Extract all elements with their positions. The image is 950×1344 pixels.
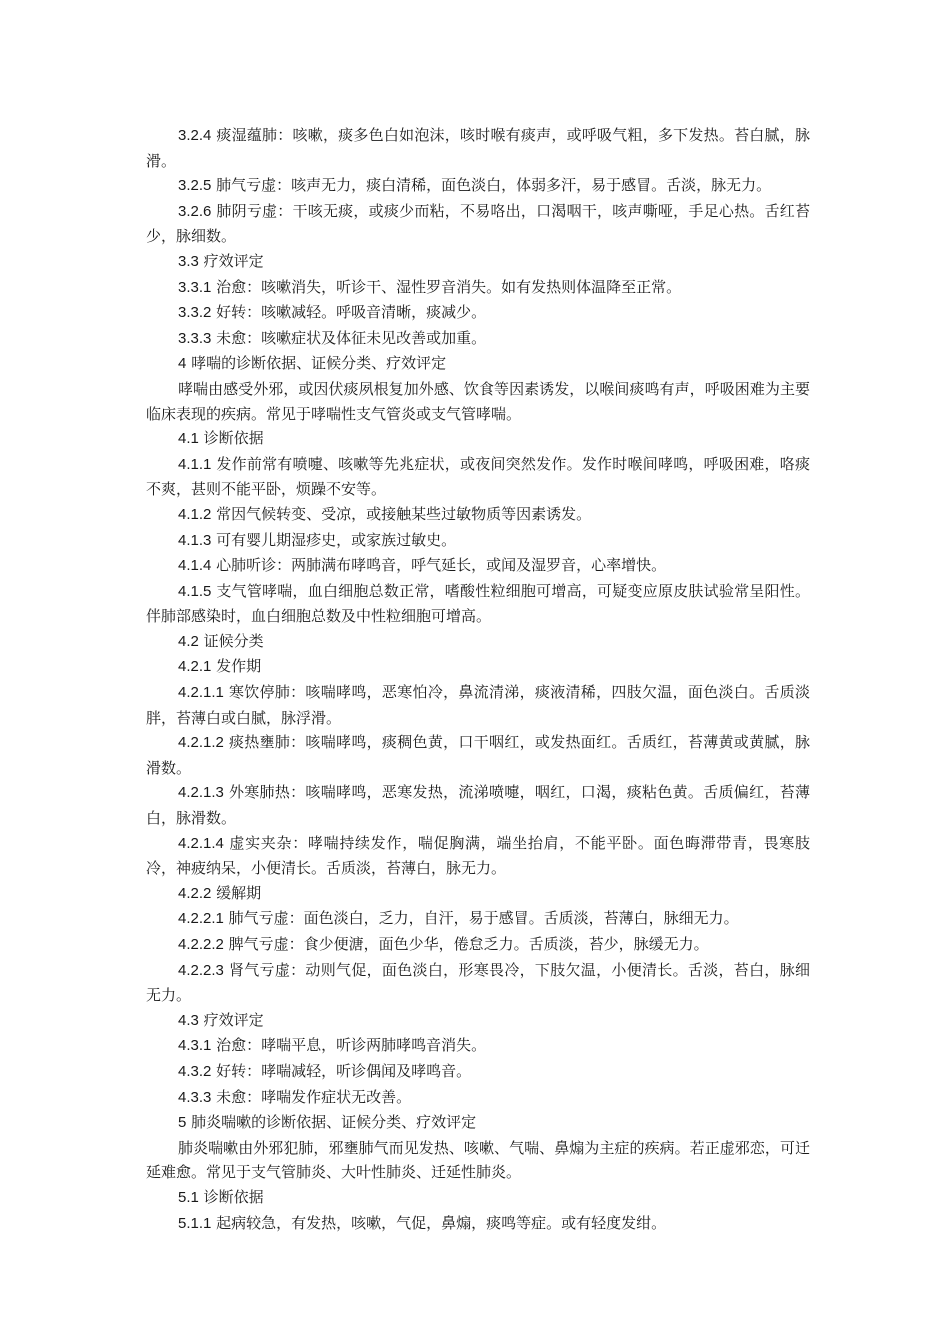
paragraph [146,173,810,199]
paragraph-text: 哮喘的诊断依据、证候分类、疗效评定 [186,354,447,373]
paragraph [146,1110,810,1136]
section-number: 5 [178,1114,187,1132]
paragraph-text: 证候分类 [198,631,264,650]
paragraph-text: 肾气亏虚：动则气促，面色淡白，形寒畏冷，下肢欠温，小便清长。舌淡，苔白，脉细无力。 [146,960,810,1005]
paragraph [146,528,810,554]
paragraph [146,932,810,958]
paragraph [146,275,810,301]
paragraph-text: 肺阴亏虚：干咳无痰，或痰少而粘，不易咯出，口渴咽干，咳声嘶哑，手足心热。舌红苔少，脉细数。 [146,201,810,246]
paragraph [146,452,810,502]
section-number: 5.1.1 [178,1214,212,1232]
paragraph [146,1033,810,1059]
paragraph [146,780,810,830]
paragraph-text: 治愈：哮喘平息，听诊两肺哮鸣音消失。 [211,1036,487,1055]
paragraph [146,680,810,730]
section-number: 4.3 [178,1011,199,1029]
section-number: 4.2.2 [178,884,212,902]
section-number: 3.3.3 [178,329,212,347]
paragraph-text: 肺炎喘嗽的诊断依据、证候分类、疗效评定 [186,1113,477,1132]
paragraph [146,1059,810,1085]
section-number: 3.2.5 [178,177,212,195]
paragraph [146,326,810,352]
paragraph-text: 未愈：哮喘发作症状无改善。 [211,1087,412,1106]
paragraph-text: 诊断依据 [198,429,264,448]
paragraph [146,351,810,377]
paragraph-text: 诊断依据 [198,1187,264,1206]
paragraph [146,553,810,579]
paragraph-text: 虚实夹杂：哮喘持续发作，喘促胸满，端坐抬肩，不能平卧。面色晦滞带青，畏寒肢冷，神疲纳呆，小便清长。舌质淡，苔薄白，脉无力。 [146,833,810,878]
section-number: 4.1.1 [178,455,212,473]
section-number: 4.2.1 [178,658,212,676]
section-number: 3.3.1 [178,278,212,296]
section-number: 3.2.4 [178,127,212,144]
paragraph-text: 常因气候转变、受凉，或接触某些过敏物质等因素诱发。 [211,504,592,523]
paragraph-text: 好转：咳嗽减轻。呼吸音清晰，痰减少。 [211,303,487,322]
section-number: 4.2.2.1 [178,910,224,928]
section-number: 4.2.2.3 [178,961,224,979]
paragraph-text: 心肺听诊：两肺满布哮鸣音，呼气延长，或闻及湿罗音，心率增快。 [211,556,667,575]
section-number: 4.3.1 [178,1037,212,1055]
section-number: 4.1 [178,430,199,448]
paragraph [146,730,810,780]
paragraph-text: 寒饮停肺：咳喘哮鸣，恶寒怕冷，鼻流清涕，痰液清稀，四肢欠温，面色淡白。舌质淡胖，苔薄白或白腻，脉浮滑。 [146,683,810,727]
section-number: 4.1.4 [178,557,212,575]
section-number: 4.1.2 [178,505,212,523]
paragraph-text: 痰热壅肺：咳喘哮鸣，痰稠色黄，口干咽红，或发热面红。舌质红，苔薄黄或黄腻，脉滑数。 [146,733,810,777]
paragraph [146,123,810,173]
section-number: 4.3.2 [178,1062,212,1080]
paragraph-text: 可有婴儿期湿疹史，或家族过敏史。 [211,530,457,549]
paragraph-text: 疗效评定 [198,251,264,270]
paragraph [146,906,810,932]
paragraph-text: 发作前常有喷嚏、咳嗽等先兆症状，或夜间突然发作。发作时喉间哮鸣，呼吸困难，咯痰不爽，甚则不能平卧，烦躁不安等。 [146,454,810,499]
paragraph [146,377,810,426]
paragraph [146,579,810,629]
paragraph-text: 好转：哮喘减轻，听诊偶闻及哮鸣音。 [211,1061,472,1080]
section-number: 4 [178,355,187,373]
paragraph [146,300,810,326]
paragraph-text: 治愈：咳嗽消失，听诊干、湿性罗音消失。如有发热则体温降至正常。 [211,277,682,296]
section-number: 4.1.3 [178,531,212,549]
section-number: 4.2.1.4 [178,834,224,852]
section-number: 3.3 [178,252,199,270]
paragraph [146,654,810,680]
paragraph-text: 肺气亏虚：面色淡白，乏力，自汗，易于感冒。舌质淡，苔薄白，脉细无力。 [223,909,739,928]
paragraph-text: 起病较急，有发热，咳嗽，气促，鼻煽，痰鸣等症。或有轻度发绀。 [211,1213,667,1232]
section-number: 4.2.1.1 [178,684,224,702]
paragraph-text: 缓解期 [211,883,262,902]
paragraph [146,1136,810,1185]
paragraph [146,199,810,249]
section-number: 4.3.3 [178,1088,212,1106]
paragraph [146,1085,810,1111]
paragraph [146,629,810,655]
paragraph-text: 脾气亏虚：食少便溏，面色少华，倦怠乏力。舌质淡，苔少，脉缓无力。 [223,935,709,953]
paragraph-text: 发作期 [211,657,262,676]
paragraph [146,426,810,452]
section-number: 3.2.6 [178,202,212,220]
paragraph [146,831,810,881]
section-number: 4.2.1.2 [178,734,224,752]
document-body [146,123,810,1236]
paragraph [146,1185,810,1211]
paragraph-text: 疗效评定 [198,1010,264,1029]
paragraph [146,249,810,275]
paragraph-text: 痰湿蕴肺：咳嗽，痰多色白如泡沫，咳时喉有痰声，或呼吸气粗，多下发热。苔白腻，脉滑。 [146,126,810,170]
paragraph [146,881,810,907]
section-number: 4.2 [178,632,199,650]
section-number: 4.2.1.3 [178,784,224,802]
paragraph-text: 支气管哮喘，血白细胞总数正常，嗜酸性粒细胞可增高，可疑变应原皮肤试验常呈阳性。伴肺部感染时，血白细胞总数及中性粒细胞可增高。 [146,581,810,626]
section-number: 4.2.2.2 [178,936,224,953]
paragraph-text: 肺炎喘嗽由外邪犯肺，邪壅肺气而见发热、咳嗽、气喘、鼻煽为主症的疾病。若正虚邪恋，可迁延难愈。常见于支气管肺炎、大叶性肺炎、迁延性肺炎。 [146,1138,810,1182]
paragraph [146,1211,810,1237]
paragraph [146,1008,810,1034]
paragraph-text: 肺气亏虚：咳声无力，痰白清稀，面色淡白，体弱多汗，易于感冒。舌淡，脉无力。 [211,176,772,195]
paragraph-text: 未愈：咳嗽症状及体征未见改善或加重。 [211,328,487,347]
section-number: 3.3.2 [178,304,212,322]
paragraph [146,502,810,528]
paragraph [146,958,810,1008]
paragraph-text: 外寒肺热：咳喘哮鸣，恶寒发热，流涕喷嚏，咽红，口渴，痰粘色黄。舌质偏红，苔薄白，脉滑数。 [146,783,810,828]
paragraph-text: 哮喘由感受外邪，或因伏痰夙根复加外感、饮食等因素诱发，以喉间痰鸣有声，呼吸困难为主要临床表现的疾病。常见于哮喘性支气管炎或支气管哮喘。 [146,379,810,423]
section-number: 4.1.5 [178,582,212,600]
section-number: 5.1 [178,1188,199,1206]
